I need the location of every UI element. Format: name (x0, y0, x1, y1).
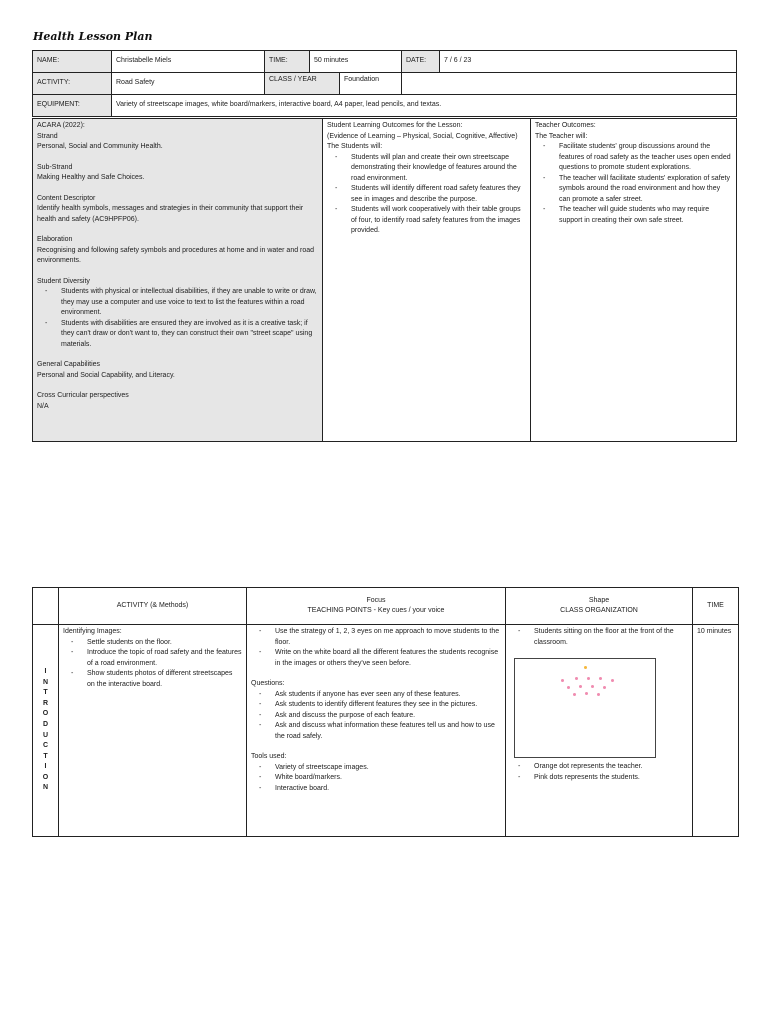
substrand-value: Making Healthy and Safe Choices. (37, 174, 145, 181)
blank-cell (402, 73, 737, 95)
capabilities-value: Personal and Social Capability, and Literacy. (37, 371, 175, 379)
list-item: - Pink dots represents the students. (534, 773, 688, 784)
shape-header (506, 588, 693, 625)
date-value: 7 / 6 / 23 (440, 51, 737, 73)
list-item: - Ask and discuss what information these features tell us and how to use the road safely. (275, 721, 501, 742)
student-dot (567, 686, 570, 689)
shape-list (510, 627, 688, 648)
focus-header (247, 588, 506, 625)
tools-list (251, 763, 501, 795)
time-header: TIME (693, 588, 739, 625)
student-dot (597, 693, 600, 696)
time-cell: 10 minutes (693, 625, 739, 837)
section-introduction: I N T R O D U C T I O N (33, 625, 59, 837)
list-item: - Students will work cooperatively with their table groups of four, to identify road safety features from the images provided. (351, 205, 526, 237)
list-item: - Variety of streetscape images. (275, 763, 501, 774)
list-item: - Orange dot represents the teacher. (534, 762, 688, 773)
list-item: - Ask and discuss the purpose of each feature. (275, 711, 501, 722)
date-label: DATE: (402, 51, 440, 73)
equipment-value: Variety of streetscape images, white board/markers, interactive board, A4 paper, lead pencils, and textas. (112, 95, 737, 117)
list-item: - Write on the white board all the different features the students recognise in the images or others they've seen before. (275, 648, 501, 669)
legend-list (510, 762, 688, 783)
activity-cell (59, 625, 247, 837)
questions-list (251, 690, 501, 743)
list-item: - Students will identify different road safety features they see in images and describe the purpose. (351, 184, 526, 205)
outcomes-list (327, 153, 526, 237)
student-dot (573, 693, 576, 696)
blank-header (33, 588, 59, 625)
outcomes-table (32, 118, 737, 442)
questions-label: Questions: (251, 680, 285, 687)
student-dot (599, 677, 602, 680)
diversity-label: Student Diversity (37, 277, 90, 285)
shape-cell (506, 625, 693, 837)
list-item: - The teacher will facilitate students' exploration of safety symbols around the road environment and how they can promote a safer street. (559, 174, 732, 206)
capabilities-label: General Capabilities (37, 361, 101, 368)
list-item: - The teacher will guide students who may require support in creating their own safe street. (559, 205, 732, 226)
cross-value: N/A (37, 402, 49, 410)
student-dot (587, 677, 590, 680)
list-item: - Facilitate students' group discussions around the features of road safety as the teacher uses open ended questions to promote student explorations. (559, 142, 732, 174)
classroom-diagram (514, 658, 656, 758)
diversity-list (37, 287, 318, 350)
list-item: - Settle students on the floor. (87, 638, 242, 649)
student-dot (579, 685, 582, 688)
list-item: - Ask students to identify different features they see in the pictures. (275, 700, 501, 711)
activity-heading: Identifying Images: (63, 628, 122, 635)
student-dot (611, 679, 614, 682)
list-item: - Interactive board. (275, 784, 501, 795)
shape-title: Shape (588, 597, 610, 604)
list-item: - Introduce the topic of road safety and the features of a road environment. (87, 648, 242, 669)
substrand-label: Sub-Strand (37, 163, 73, 171)
activity-header: ACTIVITY (& Methods) (59, 588, 247, 625)
tools-label: Tools used: (251, 753, 287, 760)
teacher-list (535, 142, 732, 226)
content-label: Content Descriptor (37, 194, 96, 202)
strand-value: Personal, Social and Community Health. (37, 143, 163, 150)
list-item: - Show students photos of different streetscapes on the interactive board. (87, 669, 242, 690)
list-item: - Students will plan and create their own streetscape demonstrating their knowledge of features around the road environment. (351, 153, 526, 185)
name-label: NAME: (33, 51, 112, 73)
class-cell (265, 73, 402, 95)
acara-cell (33, 119, 323, 442)
outcomes-intro: The Students will: (327, 143, 383, 150)
student-dot (585, 692, 588, 695)
equipment-label: EQUIPMENT: (33, 95, 112, 117)
focus-title: Focus (366, 597, 386, 604)
teacher-dot (584, 666, 587, 669)
activity-list (63, 638, 242, 691)
class-label: CLASS / YEAR (265, 73, 340, 94)
elaboration-value: Recognising and following safety symbols and procedures at home and in water and road environments. (37, 246, 315, 264)
list-item: - White board/markers. (275, 773, 501, 784)
student-dot (575, 677, 578, 680)
time-label: TIME: (265, 51, 310, 73)
list-item: - Students sitting on the floor at the front of the classroom. (534, 627, 688, 648)
focus-subtitle: TEACHING POINTS - Key cues / your voice (307, 607, 445, 614)
content-value: Identify health symbols, messages and strategies in their community that support their health and safety (AC9HPFP06). (37, 205, 304, 223)
acara-heading: ACARA (2022): (37, 122, 85, 129)
list-item: - Students with disabilities are ensured they are involved as it is a creative task; if they can't draw or don't want to, they can construct their own "street scape" using materials. (61, 319, 318, 351)
list-item: - Ask students if anyone has ever seen any of these features. (275, 690, 501, 701)
shape-subtitle: CLASS ORGANIZATION (560, 607, 638, 614)
student-outcomes-cell (323, 119, 531, 442)
class-value: Foundation (340, 73, 401, 94)
teacher-outcomes-cell (531, 119, 737, 442)
elaboration-label: Elaboration (37, 236, 73, 243)
lesson-plan-table (32, 587, 739, 837)
outcomes-subheading: (Evidence of Learning – Physical, Social, Cognitive, Affective) (327, 132, 518, 140)
teacher-subheading: The Teacher will: (535, 132, 588, 140)
page-title: Health Lesson Plan (33, 30, 153, 43)
strand-label: Strand (37, 132, 58, 140)
student-dot (591, 685, 594, 688)
name-value: Christabelle Miels (112, 51, 265, 73)
activity-value: Road Safety (112, 73, 265, 95)
teacher-heading: Teacher Outcomes: (535, 122, 596, 129)
header-table (32, 50, 737, 117)
student-dot (603, 686, 606, 689)
activity-label: ACTIVITY: (33, 73, 112, 95)
list-item: - Students with physical or intellectual disabilities, if they are unable to write or draw, they may use a computer and use voice to text to list the features within a road environment. (61, 287, 318, 319)
focus-cell (247, 625, 506, 837)
outcomes-heading: Student Learning Outcomes for the Lesson: (327, 122, 463, 129)
time-value: 50 minutes (310, 51, 402, 73)
student-dot (561, 679, 564, 682)
focus-list (251, 627, 501, 669)
cross-label: Cross Curricular perspectives (37, 392, 129, 399)
list-item: - Use the strategy of 1, 2, 3 eyes on me approach to move students to the floor. (275, 627, 501, 648)
